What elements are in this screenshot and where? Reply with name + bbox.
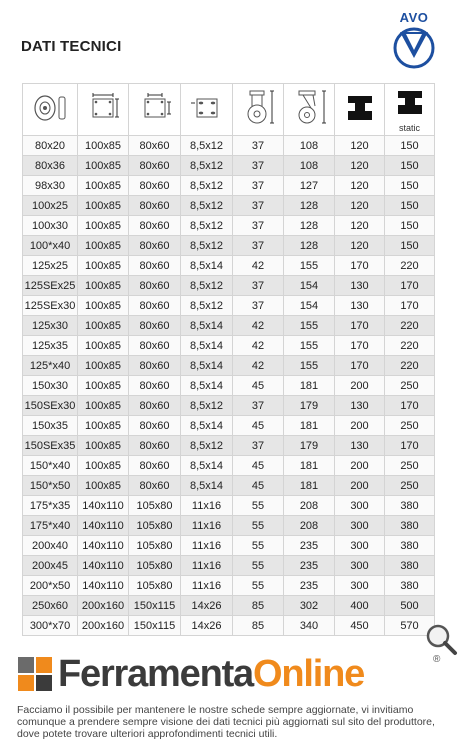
disclaimer-text: Facciamo il possibile per mantenere le nostre schede sempre aggiornate, vi invitiamo comunque a prendere sempre visione dei dati tecnici più aggiornati sul sito del produttore, dove potete trovare ulteriori approfondimenti tecnici utili. [17,704,435,740]
plate-size-icon [83,91,123,125]
cell-caster-height: 37 [233,296,284,316]
cell-hole-diameter: 8,5x14 [181,456,233,476]
cell-plate-size: 140x110 [78,516,129,536]
cell-swivel-height: 128 [284,196,335,216]
cell-static-load: 380 [385,516,435,536]
dynamic-load-icon [345,93,375,123]
cell-hole-spacing: 80x60 [129,296,181,316]
cell-swivel-height: 208 [284,496,335,516]
cell-caster-height: 37 [233,216,284,236]
table-row [23,456,435,476]
cell-plate-size: 200x160 [78,596,129,616]
static-label: static [398,123,420,133]
cell-static-load: 150 [385,136,435,156]
cell-swivel-height: 235 [284,556,335,576]
cell-hole-diameter: 8,5x12 [181,396,233,416]
cell-hole-spacing: 80x60 [129,156,181,176]
cell-caster-height: 37 [233,136,284,156]
caster-height-icon [238,88,278,128]
cell-plate-size: 140x110 [78,556,129,576]
cell-dynamic-load: 200 [335,376,385,396]
cell-swivel-height: 181 [284,476,335,496]
cell-dynamic-load: 130 [335,436,385,456]
cell-wheel-size: 125SEx30 [23,296,78,316]
cell-static-load: 250 [385,416,435,436]
ferramentaonline-logo-icon [16,655,54,693]
cell-caster-height: 37 [233,436,284,456]
table-row [23,576,435,596]
cell-plate-size: 100x85 [78,476,129,496]
cell-hole-spacing: 105x80 [129,536,181,556]
cell-plate-size: 140x110 [78,576,129,596]
cell-swivel-height: 155 [284,336,335,356]
cell-plate-size: 100x85 [78,296,129,316]
cell-hole-diameter: 8,5x14 [181,356,233,376]
cell-hole-diameter: 8,5x12 [181,276,233,296]
table-row [23,356,435,376]
cell-dynamic-load: 170 [335,356,385,376]
cell-swivel-height: 128 [284,236,335,256]
cell-hole-diameter: 8,5x12 [181,176,233,196]
cell-caster-height: 55 [233,556,284,576]
cell-hole-diameter: 8,5x12 [181,436,233,456]
cell-static-load: 150 [385,236,435,256]
header-wheel-size [23,84,78,136]
cell-dynamic-load: 400 [335,596,385,616]
cell-wheel-size: 150x35 [23,416,78,436]
cell-wheel-size: 125*x40 [23,356,78,376]
cell-hole-diameter: 8,5x14 [181,376,233,396]
cell-caster-height: 55 [233,576,284,596]
cell-static-load: 220 [385,336,435,356]
cell-hole-spacing: 105x80 [129,516,181,536]
cell-plate-size: 100x85 [78,416,129,436]
cell-hole-diameter: 11x16 [181,556,233,576]
cell-wheel-size: 150SEx30 [23,396,78,416]
cell-plate-size: 100x85 [78,196,129,216]
cell-hole-diameter: 14x26 [181,596,233,616]
cell-dynamic-load: 450 [335,616,385,636]
cell-plate-size: 100x85 [78,156,129,176]
brand-wordmark [58,650,364,698]
table-row [23,256,435,276]
table-row [23,236,435,256]
cell-wheel-size: 150*x50 [23,476,78,496]
cell-static-load: 250 [385,476,435,496]
cell-hole-spacing: 105x80 [129,556,181,576]
cell-static-load: 250 [385,376,435,396]
table-row [23,496,435,516]
cell-swivel-height: 108 [284,136,335,156]
avo-emblem-icon [390,10,438,72]
cell-static-load: 250 [385,456,435,476]
cell-wheel-size: 200x40 [23,536,78,556]
cell-plate-size: 100x85 [78,136,129,156]
cell-dynamic-load: 300 [335,576,385,596]
cell-plate-size: 100x85 [78,336,129,356]
table-row [23,396,435,416]
cell-dynamic-load: 300 [335,556,385,576]
cell-caster-height: 37 [233,236,284,256]
header-plate-size [78,84,129,136]
cell-static-load: 380 [385,556,435,576]
cell-wheel-size: 150x30 [23,376,78,396]
cell-dynamic-load: 200 [335,456,385,476]
cell-wheel-size: 175*x40 [23,516,78,536]
cell-caster-height: 37 [233,276,284,296]
cell-static-load: 380 [385,576,435,596]
cell-caster-height: 45 [233,476,284,496]
cell-dynamic-load: 170 [335,336,385,356]
cell-plate-size: 140x110 [78,496,129,516]
cell-hole-spacing: 80x60 [129,456,181,476]
header-hole-diameter [181,84,233,136]
cell-swivel-height: 154 [284,276,335,296]
cell-swivel-height: 128 [284,216,335,236]
cell-wheel-size: 200*x50 [23,576,78,596]
cell-plate-size: 100x85 [78,356,129,376]
wheel-dimension-icon [30,91,70,125]
cell-hole-spacing: 80x60 [129,476,181,496]
cell-caster-height: 37 [233,176,284,196]
cell-swivel-height: 154 [284,296,335,316]
table-row [23,616,435,636]
cell-hole-spacing: 80x60 [129,196,181,216]
table-row [23,316,435,336]
cell-caster-height: 37 [233,196,284,216]
cell-caster-height: 42 [233,256,284,276]
table-row [23,416,435,436]
table-row [23,276,435,296]
static-load-icon [395,89,425,117]
cell-swivel-height: 155 [284,356,335,376]
cell-caster-height: 85 [233,596,284,616]
cell-hole-spacing: 150x115 [129,616,181,636]
cell-wheel-size: 125x35 [23,336,78,356]
table-row [23,516,435,536]
cell-caster-height: 45 [233,456,284,476]
swivel-caster-height-icon [289,88,329,128]
cell-caster-height: 37 [233,396,284,416]
hole-spacing-icon [135,91,175,125]
table-row [23,156,435,176]
cell-dynamic-load: 170 [335,256,385,276]
cell-swivel-height: 155 [284,256,335,276]
cell-hole-spacing: 80x60 [129,416,181,436]
logo-text: AVO [399,10,429,25]
cell-swivel-height: 181 [284,416,335,436]
cell-hole-diameter: 8,5x14 [181,336,233,356]
table-row [23,296,435,316]
cell-hole-spacing: 105x80 [129,496,181,516]
cell-plate-size: 100x85 [78,176,129,196]
cell-caster-height: 45 [233,416,284,436]
cell-plate-size: 100x85 [78,376,129,396]
cell-swivel-height: 179 [284,396,335,416]
cell-static-load: 220 [385,256,435,276]
page-title: DATI TECNICI [21,38,122,55]
cell-static-load: 380 [385,496,435,516]
cell-hole-spacing: 80x60 [129,316,181,336]
cell-wheel-size: 100x30 [23,216,78,236]
cell-dynamic-load: 120 [335,176,385,196]
cell-wheel-size: 125SEx25 [23,276,78,296]
cell-wheel-size: 125x30 [23,316,78,336]
cell-hole-diameter: 8,5x12 [181,156,233,176]
cell-dynamic-load: 120 [335,136,385,156]
table-row [23,596,435,616]
cell-hole-spacing: 80x60 [129,356,181,376]
cell-dynamic-load: 300 [335,496,385,516]
table-row [23,136,435,156]
cell-swivel-height: 208 [284,516,335,536]
cell-static-load: 220 [385,356,435,376]
cell-hole-spacing: 150x115 [129,596,181,616]
cell-hole-spacing: 80x60 [129,436,181,456]
cell-hole-diameter: 11x16 [181,516,233,536]
cell-swivel-height: 108 [284,156,335,176]
cell-hole-diameter: 8,5x12 [181,136,233,156]
cell-hole-spacing: 80x60 [129,376,181,396]
cell-swivel-height: 155 [284,316,335,336]
cell-dynamic-load: 120 [335,216,385,236]
cell-dynamic-load: 200 [335,416,385,436]
table-row [23,476,435,496]
cell-wheel-size: 80x20 [23,136,78,156]
cell-plate-size: 100x85 [78,236,129,256]
brand-word-ferramenta: Ferramenta [58,653,253,695]
cell-static-load: 150 [385,176,435,196]
cell-caster-height: 55 [233,536,284,556]
cell-swivel-height: 127 [284,176,335,196]
cell-static-load: 170 [385,276,435,296]
cell-dynamic-load: 120 [335,196,385,216]
cell-static-load: 170 [385,396,435,416]
header-swivel-height [284,84,335,136]
cell-hole-diameter: 8,5x12 [181,196,233,216]
cell-wheel-size: 150*x40 [23,456,78,476]
cell-static-load: 170 [385,296,435,316]
hole-diameter-icon [187,91,227,125]
cell-hole-spacing: 80x60 [129,216,181,236]
cell-hole-diameter: 11x16 [181,536,233,556]
cell-hole-diameter: 8,5x12 [181,236,233,256]
cell-hole-spacing: 80x60 [129,336,181,356]
table-row [23,216,435,236]
cell-wheel-size: 100x25 [23,196,78,216]
cell-wheel-size: 98x30 [23,176,78,196]
table-row [23,536,435,556]
cell-plate-size: 100x85 [78,276,129,296]
cell-plate-size: 100x85 [78,256,129,276]
cell-caster-height: 37 [233,156,284,176]
cell-static-load: 570 [385,616,435,636]
cell-dynamic-load: 170 [335,316,385,336]
table-row [23,336,435,356]
cell-hole-diameter: 8,5x14 [181,416,233,436]
cell-dynamic-load: 130 [335,296,385,316]
cell-wheel-size: 100*x40 [23,236,78,256]
cell-static-load: 150 [385,196,435,216]
cell-dynamic-load: 130 [335,276,385,296]
cell-wheel-size: 300*x70 [23,616,78,636]
cell-static-load: 500 [385,596,435,616]
header-caster-height [233,84,284,136]
cell-static-load: 170 [385,436,435,456]
header-dynamic-load [335,84,385,136]
ferramentaonline-banner [16,650,444,698]
cell-hole-diameter: 8,5x12 [181,216,233,236]
cell-hole-diameter: 8,5x14 [181,476,233,496]
cell-wheel-size: 200x45 [23,556,78,576]
cell-caster-height: 85 [233,616,284,636]
cell-hole-diameter: 14x26 [181,616,233,636]
cell-dynamic-load: 300 [335,536,385,556]
header-static-load [385,84,435,136]
cell-caster-height: 42 [233,356,284,376]
cell-plate-size: 100x85 [78,456,129,476]
cell-hole-spacing: 80x60 [129,176,181,196]
cell-static-load: 380 [385,536,435,556]
table-row [23,176,435,196]
cell-caster-height: 42 [233,336,284,356]
cell-hole-diameter: 8,5x14 [181,256,233,276]
cell-hole-diameter: 8,5x14 [181,316,233,336]
cell-swivel-height: 302 [284,596,335,616]
cell-static-load: 220 [385,316,435,336]
cell-hole-spacing: 80x60 [129,136,181,156]
cell-caster-height: 42 [233,316,284,336]
cell-hole-spacing: 105x80 [129,576,181,596]
cell-dynamic-load: 130 [335,396,385,416]
cell-hole-spacing: 80x60 [129,256,181,276]
cell-plate-size: 140x110 [78,536,129,556]
registered-mark: ® [433,654,441,665]
header-hole-spacing [129,84,181,136]
cell-dynamic-load: 200 [335,476,385,496]
cell-hole-diameter: 11x16 [181,576,233,596]
cell-wheel-size: 175*x35 [23,496,78,516]
cell-dynamic-load: 120 [335,236,385,256]
cell-caster-height: 55 [233,516,284,536]
cell-wheel-size: 80x36 [23,156,78,176]
cell-swivel-height: 340 [284,616,335,636]
cell-dynamic-load: 120 [335,156,385,176]
table-row [23,436,435,456]
cell-static-load: 150 [385,216,435,236]
cell-hole-spacing: 80x60 [129,276,181,296]
cell-dynamic-load: 300 [335,516,385,536]
table-row [23,556,435,576]
cell-hole-diameter: 11x16 [181,496,233,516]
cell-plate-size: 100x85 [78,316,129,336]
cell-hole-diameter: 8,5x12 [181,296,233,316]
cell-plate-size: 100x85 [78,436,129,456]
cell-caster-height: 55 [233,496,284,516]
table-row [23,376,435,396]
table-header-row [23,84,435,136]
cell-static-load: 150 [385,156,435,176]
cell-wheel-size: 150SEx35 [23,436,78,456]
technical-data-table [22,83,435,636]
cell-hole-spacing: 80x60 [129,236,181,256]
cell-swivel-height: 235 [284,576,335,596]
cell-swivel-height: 179 [284,436,335,456]
cell-hole-spacing: 80x60 [129,396,181,416]
cell-wheel-size: 125x25 [23,256,78,276]
avo-logo [390,10,438,72]
cell-plate-size: 100x85 [78,396,129,416]
cell-plate-size: 100x85 [78,216,129,236]
table-row [23,196,435,216]
cell-swivel-height: 181 [284,456,335,476]
cell-swivel-height: 235 [284,536,335,556]
cell-plate-size: 200x160 [78,616,129,636]
brand-word-online: Online [252,653,365,695]
cell-swivel-height: 181 [284,376,335,396]
cell-wheel-size: 250x60 [23,596,78,616]
cell-caster-height: 45 [233,376,284,396]
